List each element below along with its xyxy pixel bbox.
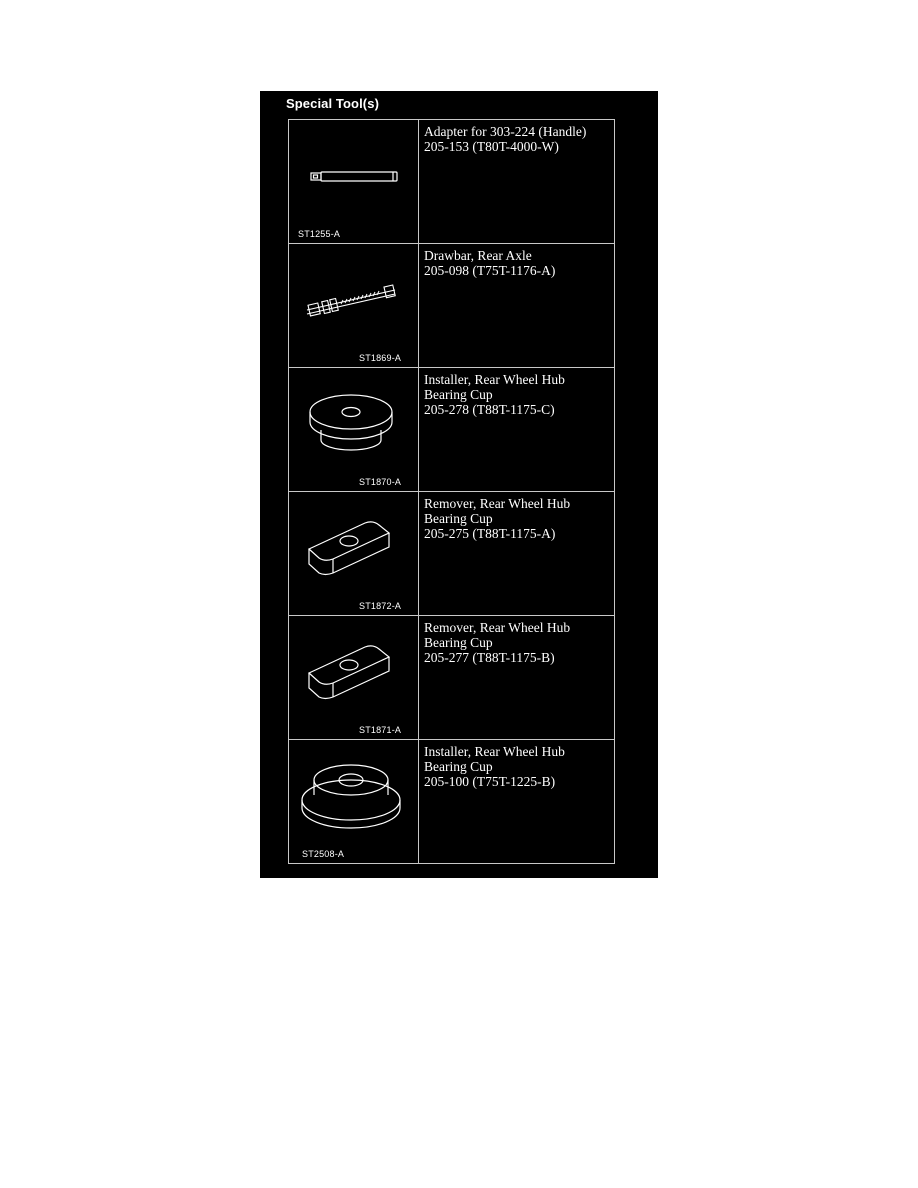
tool-name-cont: Bearing Cup: [424, 387, 493, 402]
tool-description: [419, 492, 615, 615]
tool-description: [419, 244, 615, 367]
tool-name: Drawbar, Rear Axle: [424, 248, 532, 263]
installer-stepped-disc-illustration: [289, 740, 419, 864]
special-tools-table: [288, 119, 615, 864]
tool-name: Remover, Rear Wheel Hub: [424, 496, 571, 511]
tool-row: [289, 740, 615, 864]
tool-number: 205-278 (T88T-1175-C): [424, 402, 555, 417]
tool-number: 205-275 (T88T-1175-A): [424, 526, 556, 541]
tool-description: [419, 616, 615, 739]
tool-number: 205-277 (T88T-1175-B): [424, 650, 555, 665]
tool-row: [289, 616, 615, 740]
tool-name: Installer, Rear Wheel Hub: [424, 372, 565, 387]
tool-number: 205-098 (T75T-1176-A): [424, 263, 556, 278]
tool-image-cell: [289, 120, 419, 243]
tool-image-cell: [289, 368, 419, 491]
tool-name-cont: Bearing Cup: [424, 511, 493, 526]
tool-number: 205-100 (T75T-1225-B): [424, 774, 556, 789]
tool-code-label: ST1872-A: [359, 601, 402, 611]
tool-row: [289, 492, 615, 616]
tool-name: Adapter for 303-224 (Handle): [424, 124, 587, 139]
tool-name: Installer, Rear Wheel Hub: [424, 744, 565, 759]
tool-image-cell: [289, 244, 419, 367]
drawbar-illustration: [289, 244, 419, 368]
special-tools-panel: [260, 91, 658, 878]
tool-code-label: ST2508-A: [302, 849, 345, 859]
tool-name-cont: Bearing Cup: [424, 759, 493, 774]
tool-row: [289, 244, 615, 368]
tool-image-cell: [289, 492, 419, 615]
tool-name: Remover, Rear Wheel Hub: [424, 620, 571, 635]
tool-row: [289, 120, 615, 244]
tool-code-label: ST1871-A: [359, 725, 402, 735]
remover-block-illustration: [289, 616, 419, 740]
adapter-rod-illustration: [289, 120, 419, 244]
tool-image-cell: [289, 740, 419, 863]
tool-description: [419, 120, 615, 243]
section-title: Special Tool(s): [286, 96, 379, 111]
tool-code-label: ST1870-A: [359, 477, 402, 487]
installer-disc-illustration: [289, 368, 419, 492]
remover-block-illustration: [289, 492, 419, 616]
tool-number: 205-153 (T80T-4000-W): [424, 139, 559, 154]
tool-code-label: ST1869-A: [359, 353, 402, 363]
tool-description: [419, 368, 615, 491]
tool-description: [419, 740, 615, 863]
tool-name-cont: Bearing Cup: [424, 635, 493, 650]
tool-code-label: ST1255-A: [298, 229, 341, 239]
tool-image-cell: [289, 616, 419, 739]
tool-row: [289, 368, 615, 492]
